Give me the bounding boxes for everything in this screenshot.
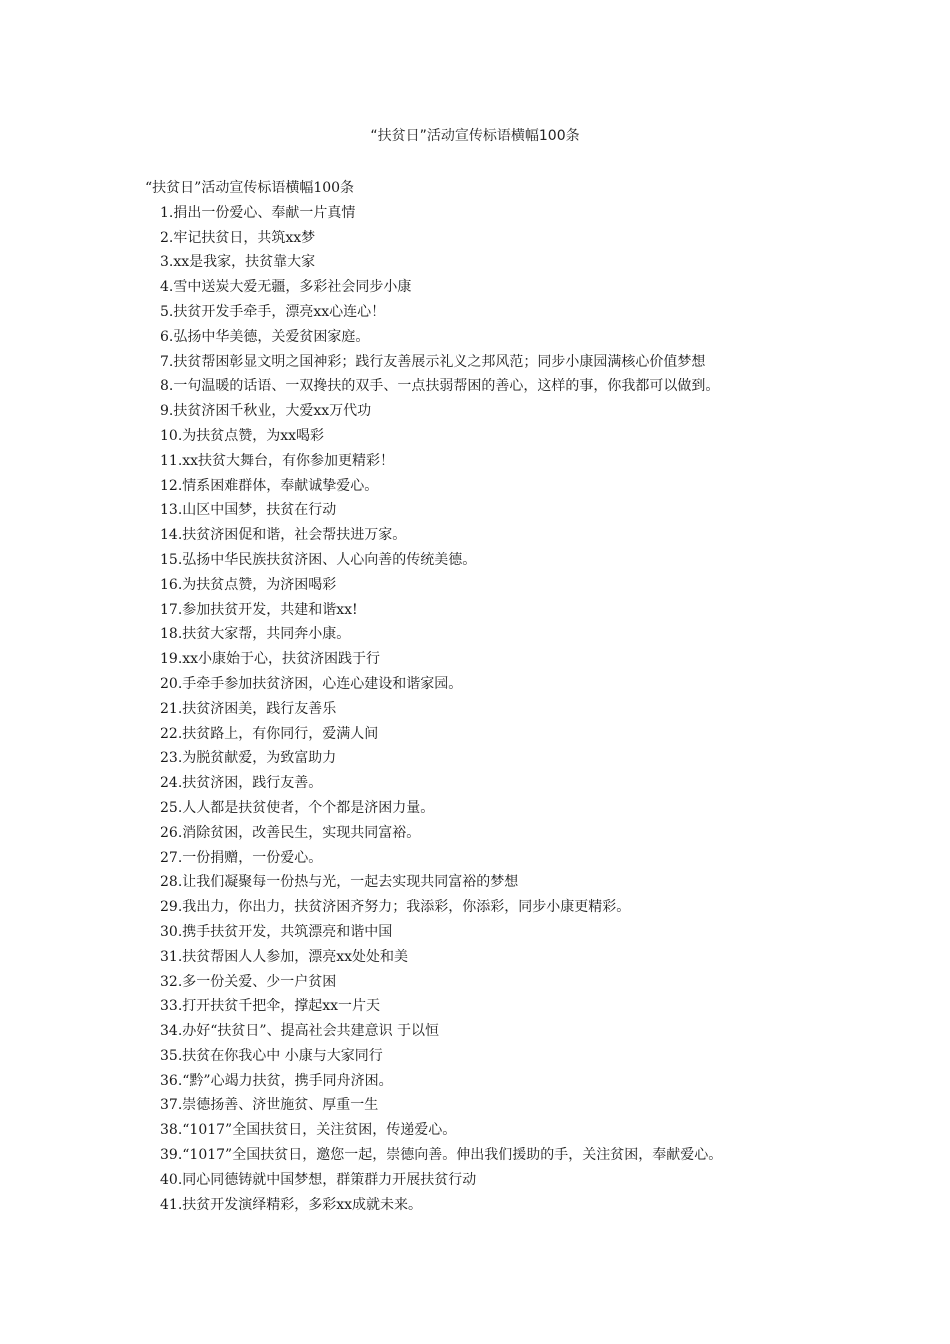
- list-item: 31.扶贫帮困人人参加，漂亮xx处处和美: [160, 948, 409, 965]
- list-item: 5.扶贫开发手牵手，漂亮xx心连心！: [160, 303, 386, 320]
- list-item: 39.“1017”全国扶贫日，邀您一起，崇德向善。伸出我们援助的手，关注贫困，奉献爱心。: [160, 1147, 723, 1164]
- list-item: 8.一句温暖的话语、一双搀扶的双手、一点扶弱帮困的善心，这样的事，你我都可以做到。: [160, 378, 720, 395]
- list-item: 15.弘扬中华民族扶贫济困、人心向善的传统美德。: [160, 551, 477, 568]
- list-item: 7.扶贫帮困彰显文明之国神彩；践行友善展示礼义之邦风范；同步小康园满核心价值梦想: [160, 353, 706, 370]
- document-body: [145, 176, 825, 1217]
- list-item: 37.崇德扬善、济世施贫、厚重一生: [160, 1097, 379, 1114]
- list-item: 41.扶贫开发演绎精彩，多彩xx成就未来。: [160, 1196, 423, 1213]
- list-item: 9.扶贫济困千秋业，大爱xx万代功: [160, 403, 372, 420]
- list-item: 3.xx是我家，扶贫靠大家: [160, 254, 316, 271]
- list-item: 35.扶贫在你我心中 小康与大家同行: [160, 1047, 383, 1064]
- list-item: 14.扶贫济困促和谐，社会帮扶进万家。: [160, 527, 407, 544]
- list-item: 27.一份捐赠，一份爱心。: [160, 849, 323, 866]
- list-item: 6.弘扬中华美德，关爱贫困家庭。: [160, 328, 370, 345]
- list-item: 23.为脱贫献爱，为致富助力: [160, 750, 337, 767]
- list-item: 30.携手扶贫开发，共筑漂亮和谐中国: [160, 923, 393, 940]
- list-item: 2.牢记扶贫日，共筑xx梦: [160, 229, 316, 246]
- list-item: 19.xx小康始于心，扶贫济困践于行: [160, 651, 381, 668]
- list-item: 32.多一份关爱、少一户贫困: [160, 973, 337, 990]
- list-item: 26.消除贫困，改善民生，实现共同富裕。: [160, 824, 421, 841]
- list-item: 25.人人都是扶贫使者，个个都是济困力量。: [160, 799, 435, 816]
- list-item: 22.扶贫路上，有你同行，爱满人间: [160, 725, 379, 742]
- list-item: 13.山区中国梦，扶贫在行动: [160, 502, 337, 519]
- list-item: 18.扶贫大家帮，共同奔小康。: [160, 626, 351, 643]
- list-item: 38.“1017”全国扶贫日，关注贫困，传递爱心。: [160, 1122, 457, 1139]
- list-item: 17.参加扶贫开发，共建和谐xx!: [160, 601, 358, 618]
- list-item: 29.我出力，你出力，扶贫济困齐努力；我添彩，你添彩，同步小康更精彩。: [160, 899, 631, 916]
- list-item: 40.同心同德铸就中国梦想，群策群力开展扶贫行动: [160, 1171, 477, 1188]
- list-item: 33.打开扶贫千把伞，撑起xx一片天: [160, 998, 381, 1015]
- page-title: “扶贫日”活动宣传标语横幅100条: [370, 128, 580, 144]
- list-item: 4.雪中送炭大爱无疆，多彩社会同步小康: [160, 279, 412, 296]
- section-heading: “扶贫日”活动宣传标语横幅100条: [145, 180, 355, 196]
- list-item: 36.“黔”心竭力扶贫，携手同舟济困。: [160, 1072, 393, 1089]
- list-item: 12.情系困难群体，奉献诚挚爱心。: [160, 477, 379, 494]
- list-item: 28.让我们凝聚每一份热与光，一起去实现共同富裕的梦想: [160, 874, 519, 891]
- list-item: 16.为扶贫点赞，为济困喝彩: [160, 576, 337, 593]
- list-item: 20.手牵手参加扶贫济困，心连心建设和谐家园。: [160, 675, 463, 692]
- list-item: 1.捐出一份爱心、奉献一片真情: [160, 204, 356, 221]
- list-item: 10.为扶贫点赞，为xx喝彩: [160, 427, 325, 444]
- list-item: 11.xx扶贫大舞台，有你参加更精彩！: [160, 452, 395, 469]
- list-item: 34.办好“扶贫日”、提高社会共建意识 于以恒: [160, 1023, 440, 1040]
- list-item: 21.扶贫济困美，践行友善乐: [160, 700, 337, 717]
- list-item: 24.扶贫济困，践行友善。: [160, 775, 323, 792]
- slogan-list: [145, 201, 825, 1218]
